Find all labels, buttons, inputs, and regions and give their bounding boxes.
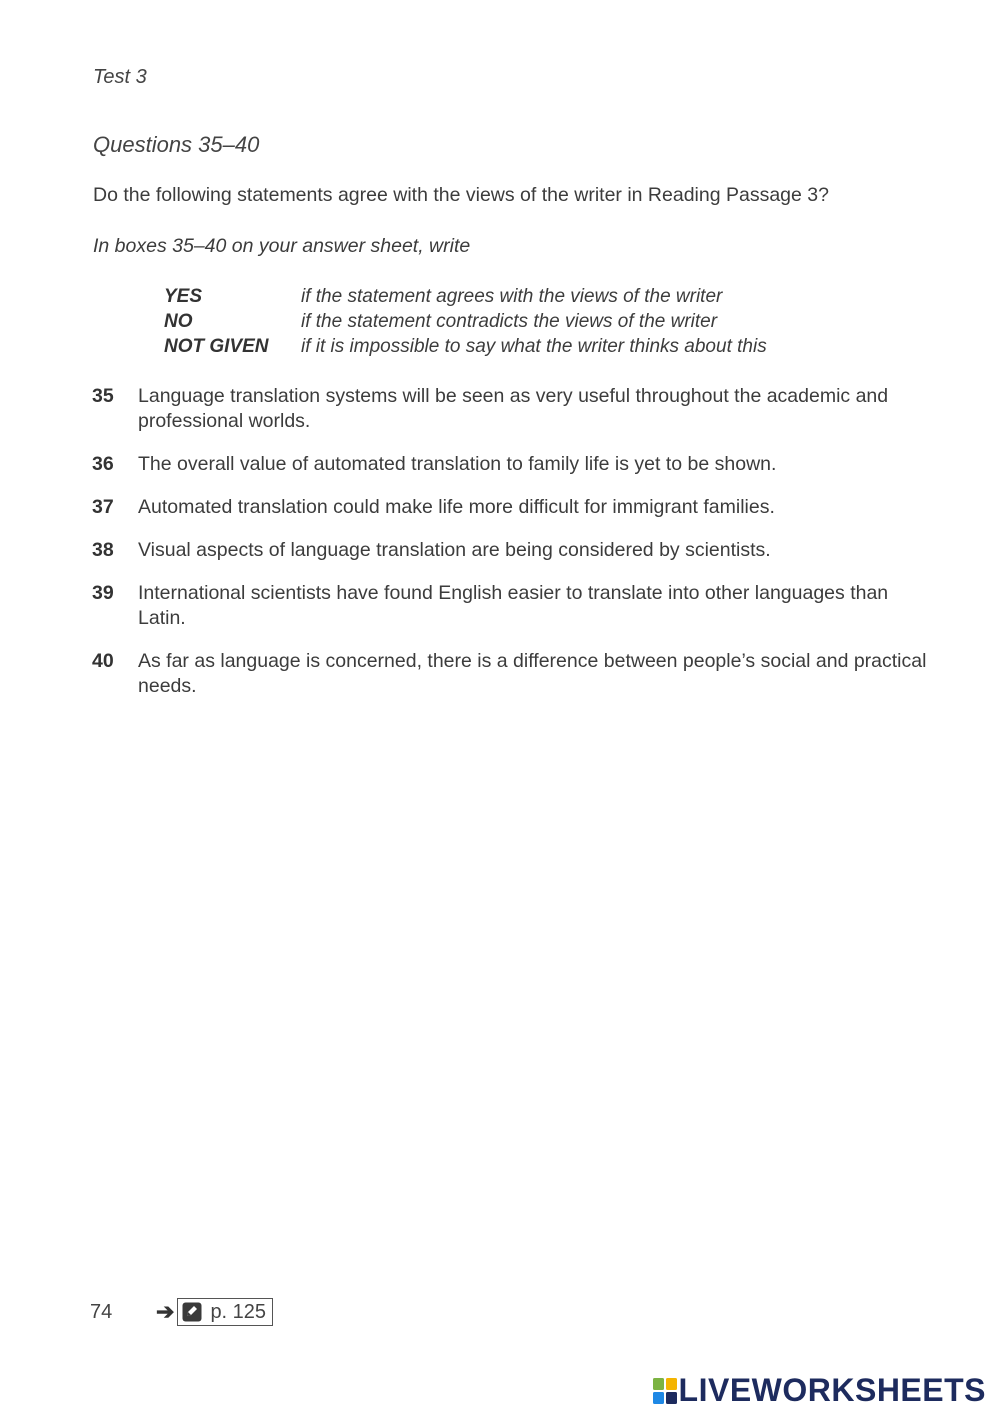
answer-key-table: [164, 284, 767, 359]
question-item: [92, 649, 932, 699]
question-item: [92, 581, 932, 631]
key-term: NOT GIVEN: [164, 335, 269, 357]
arrow-right-icon: ➔: [156, 1299, 175, 1324]
answer-key-icon: [182, 1302, 202, 1322]
question-item: [92, 384, 932, 434]
key-row-yes: [164, 284, 767, 309]
liveworksheets-brand[interactable]: [653, 1372, 986, 1409]
question-item: [92, 538, 932, 563]
question-list: [92, 384, 932, 717]
question-item: [92, 452, 932, 477]
questions-title: Questions 35–40: [93, 132, 260, 157]
brand-name: LIVEWORKSHEETS: [678, 1372, 986, 1408]
key-row-not-given: [164, 334, 767, 359]
question-text: Automated translation could make life more difficult for immigrant families.: [138, 496, 775, 518]
question-text: As far as language is concerned, there is a difference between people’s social and practical needs.: [138, 650, 927, 697]
question-text: Language translation systems will be seen as very useful throughout the academic and professional worlds.: [138, 385, 889, 432]
answer-sheet-instruction: In boxes 35–40 on your answer sheet, write: [93, 235, 471, 257]
test-label: Test 3: [93, 66, 147, 88]
question-number: 36: [92, 453, 114, 475]
question-number: 39: [92, 582, 114, 604]
reference-page: p. 125: [210, 1300, 267, 1323]
question-number: 35: [92, 385, 114, 407]
key-row-no: [164, 309, 767, 334]
question-text: The overall value of automated translation to family life is yet to be shown.: [138, 453, 777, 475]
key-term: YES: [164, 285, 203, 307]
instruction-text: Do the following statements agree with the views of the writer in Reading Passage 3?: [93, 184, 829, 206]
key-definition: if the statement agrees with the views of the writer: [301, 285, 723, 307]
question-text: Visual aspects of language translation are being considered by scientists.: [138, 539, 771, 561]
page-number: 74: [90, 1300, 113, 1323]
answer-reference[interactable]: [177, 1298, 273, 1326]
key-term: NO: [164, 310, 193, 332]
question-text: International scientists have found English easier to translate into other languages than Latin.: [138, 582, 889, 629]
key-definition: if the statement contradicts the views of the writer: [301, 310, 718, 332]
question-item: [92, 495, 932, 520]
key-definition: if it is impossible to say what the writer thinks about this: [301, 335, 767, 357]
liveworksheets-logo-icon: [653, 1378, 677, 1404]
question-number: 37: [92, 496, 114, 518]
question-number: 38: [92, 539, 114, 561]
question-number: 40: [92, 650, 114, 672]
page-footer: [90, 1298, 273, 1326]
